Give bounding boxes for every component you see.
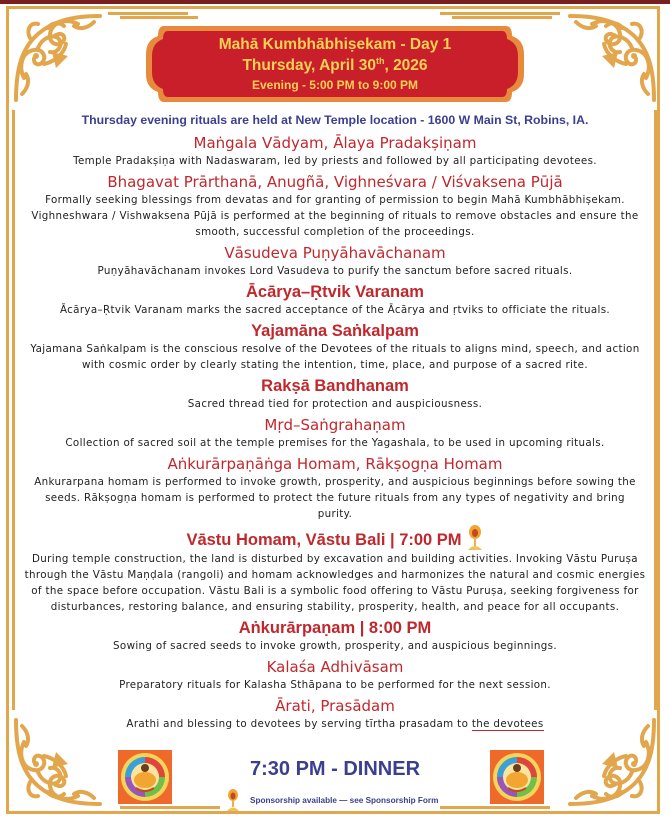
banner-time: Evening - 5:00 PM to 9:00 PM [251, 78, 419, 92]
ritual-title: Ārati, Prasādam [275, 697, 395, 715]
banner-date-ordinal: th [375, 55, 385, 66]
ritual-description: Puṇyāhavāchanam invokes Lord Vasudeva to purify the sanctum before sacred rituals. [97, 265, 573, 277]
ritual-title: Vāstu Homam, Vāstu Bali | 7:00 PM [186, 531, 462, 549]
ritual-title: Yajamāna Saṅkalpam [251, 322, 419, 340]
oil-lamp-icon [466, 525, 484, 551]
ritual-title: Maṅgala Vādyam, Ālaya Pradakṣiṇam [193, 134, 477, 152]
banner-date [242, 55, 427, 76]
ritual-description [24, 716, 646, 732]
gold-side-line [12, 110, 15, 710]
sponsorship-note [226, 789, 438, 811]
ritual-title-row [24, 525, 646, 551]
ritual-item [24, 243, 646, 279]
ritual-description: Yajamana Saṅkalpam is the conscious resolve of the Devotees of the rituals to aligns mind, speech, and action with cosmic order by clearly stating the intention, time, place, and purpose of a sacred rite. [30, 343, 640, 371]
ritual-description: Collection of sacred soil at the temple premises for the Yagashala, to be used in upcoming rituals. [65, 437, 605, 449]
oil-lamp-icon [226, 789, 240, 811]
location-note: Thursday evening rituals are held at New Temple location - 1600 W Main St, Robins, IA. [81, 113, 589, 127]
ritual-item [24, 321, 646, 373]
gold-accent-line [440, 806, 550, 809]
ritual-schedule [24, 133, 646, 732]
ritual-title: Aṅkurārpaṇam | 8:00 PM [238, 619, 432, 637]
ritual-title: Ācārya–Ṛtvik Varanam [246, 283, 424, 301]
ritual-item [24, 376, 646, 412]
ritual-description: Sacred thread tied for protection and auspiciousness. [187, 398, 483, 410]
banner-date-year: , 2026 [384, 57, 428, 74]
ritual-item [24, 172, 646, 240]
corner-ornament-icon [8, 8, 108, 108]
ritual-item [24, 657, 646, 693]
ritual-title: Mṛd–Saṅgrahaṇam [264, 416, 406, 434]
banner-date-main: Thursday, April 30 [242, 57, 376, 74]
ritual-title: Bhagavat Prārthanā, Anugñā, Vighneśvara / Viśvaksena Pūjā [107, 173, 563, 191]
ritual-item [24, 618, 646, 654]
gold-accent-line [120, 16, 198, 19]
event-banner [146, 22, 524, 106]
ritual-title: Vāsudeva Puṇyāhavāchanam [224, 244, 446, 262]
ritual-description: Sowing of sacred seeds to invoke growth, prosperity, and auspicious beginnings. [113, 640, 557, 652]
corner-ornament-icon [562, 8, 662, 108]
ritual-item [24, 415, 646, 451]
ritual-description: During temple construction, the land is disturbed by excavation and building activities. Invoking Vāstu Puruṣa through the Vāstu Maṇḍala (rangoli) and homam acknowledges and harmonizes the natural and cosmic energies of the space before occupation. Vāstu Bali is a symbolic food offering to Vāstu Puruṣa, seeking forgiveness for disturbances, restoring balance, and ensuring stability, prosperity, health, and peace for all occupants. [24, 553, 646, 613]
ritual-description: Temple Pradakṣiṇa with Nadaswaram, led by priests and followed by all participating devotees. [73, 155, 597, 167]
gold-accent-line [440, 12, 560, 15]
gold-accent-line [108, 12, 188, 15]
top-maroon-bar [0, 0, 670, 4]
ritual-description-underlined: the devotees [471, 718, 544, 730]
dinner-time: 7:30 PM - DINNER [249, 758, 421, 780]
gold-side-line [654, 110, 657, 710]
ritual-description: Ācārya–Ṛtvik Varanam marks the sacred acceptance of the Ācārya and ṛtviks to officiate the rituals. [59, 304, 611, 316]
ritual-title: Aṅkurārpaṇāṅga Homam, Rākṣogṇa Homam [167, 455, 503, 473]
banner-title: Mahā Kumbhābhiṣekam - Day 1 [218, 36, 452, 53]
ritual-description: Preparatory rituals for Kalasha Sthāpana to be performed for the next session. [119, 679, 551, 691]
ritual-item [24, 282, 646, 318]
ritual-title: Rakṣā Bandhanam [261, 377, 409, 395]
ritual-description: Formally seeking blessings from devatas and for granting of permission to begin Mahā Kumbhābhiṣekam. Vighneshwara / Vishwaksena Pūjā is performed at the beginning of rituals to remove obstacles and ensure the smooth, successful completion of the proceedings. [31, 194, 639, 238]
ritual-item [24, 696, 646, 732]
ritual-item [24, 525, 646, 615]
gold-accent-line [452, 16, 552, 19]
ritual-title: Kalaśa Adhivāsam [266, 658, 404, 676]
sponsorship-text: Sponsorship available — see Sponsorship Form [250, 795, 439, 805]
gold-accent-line [120, 806, 220, 809]
ritual-item [24, 454, 646, 522]
ritual-description-text: Arathi and blessing to devotees by serving tīrtha prasadam to [126, 718, 472, 730]
ritual-description: Ankurarpana homam is performed to invoke growth, prosperity, and auspicious beginnings before sowing the seeds. Rākṣogṇa homam is performed to protect the future rituals from any types of negativity and bring purity. [34, 476, 636, 520]
ritual-item [24, 133, 646, 169]
